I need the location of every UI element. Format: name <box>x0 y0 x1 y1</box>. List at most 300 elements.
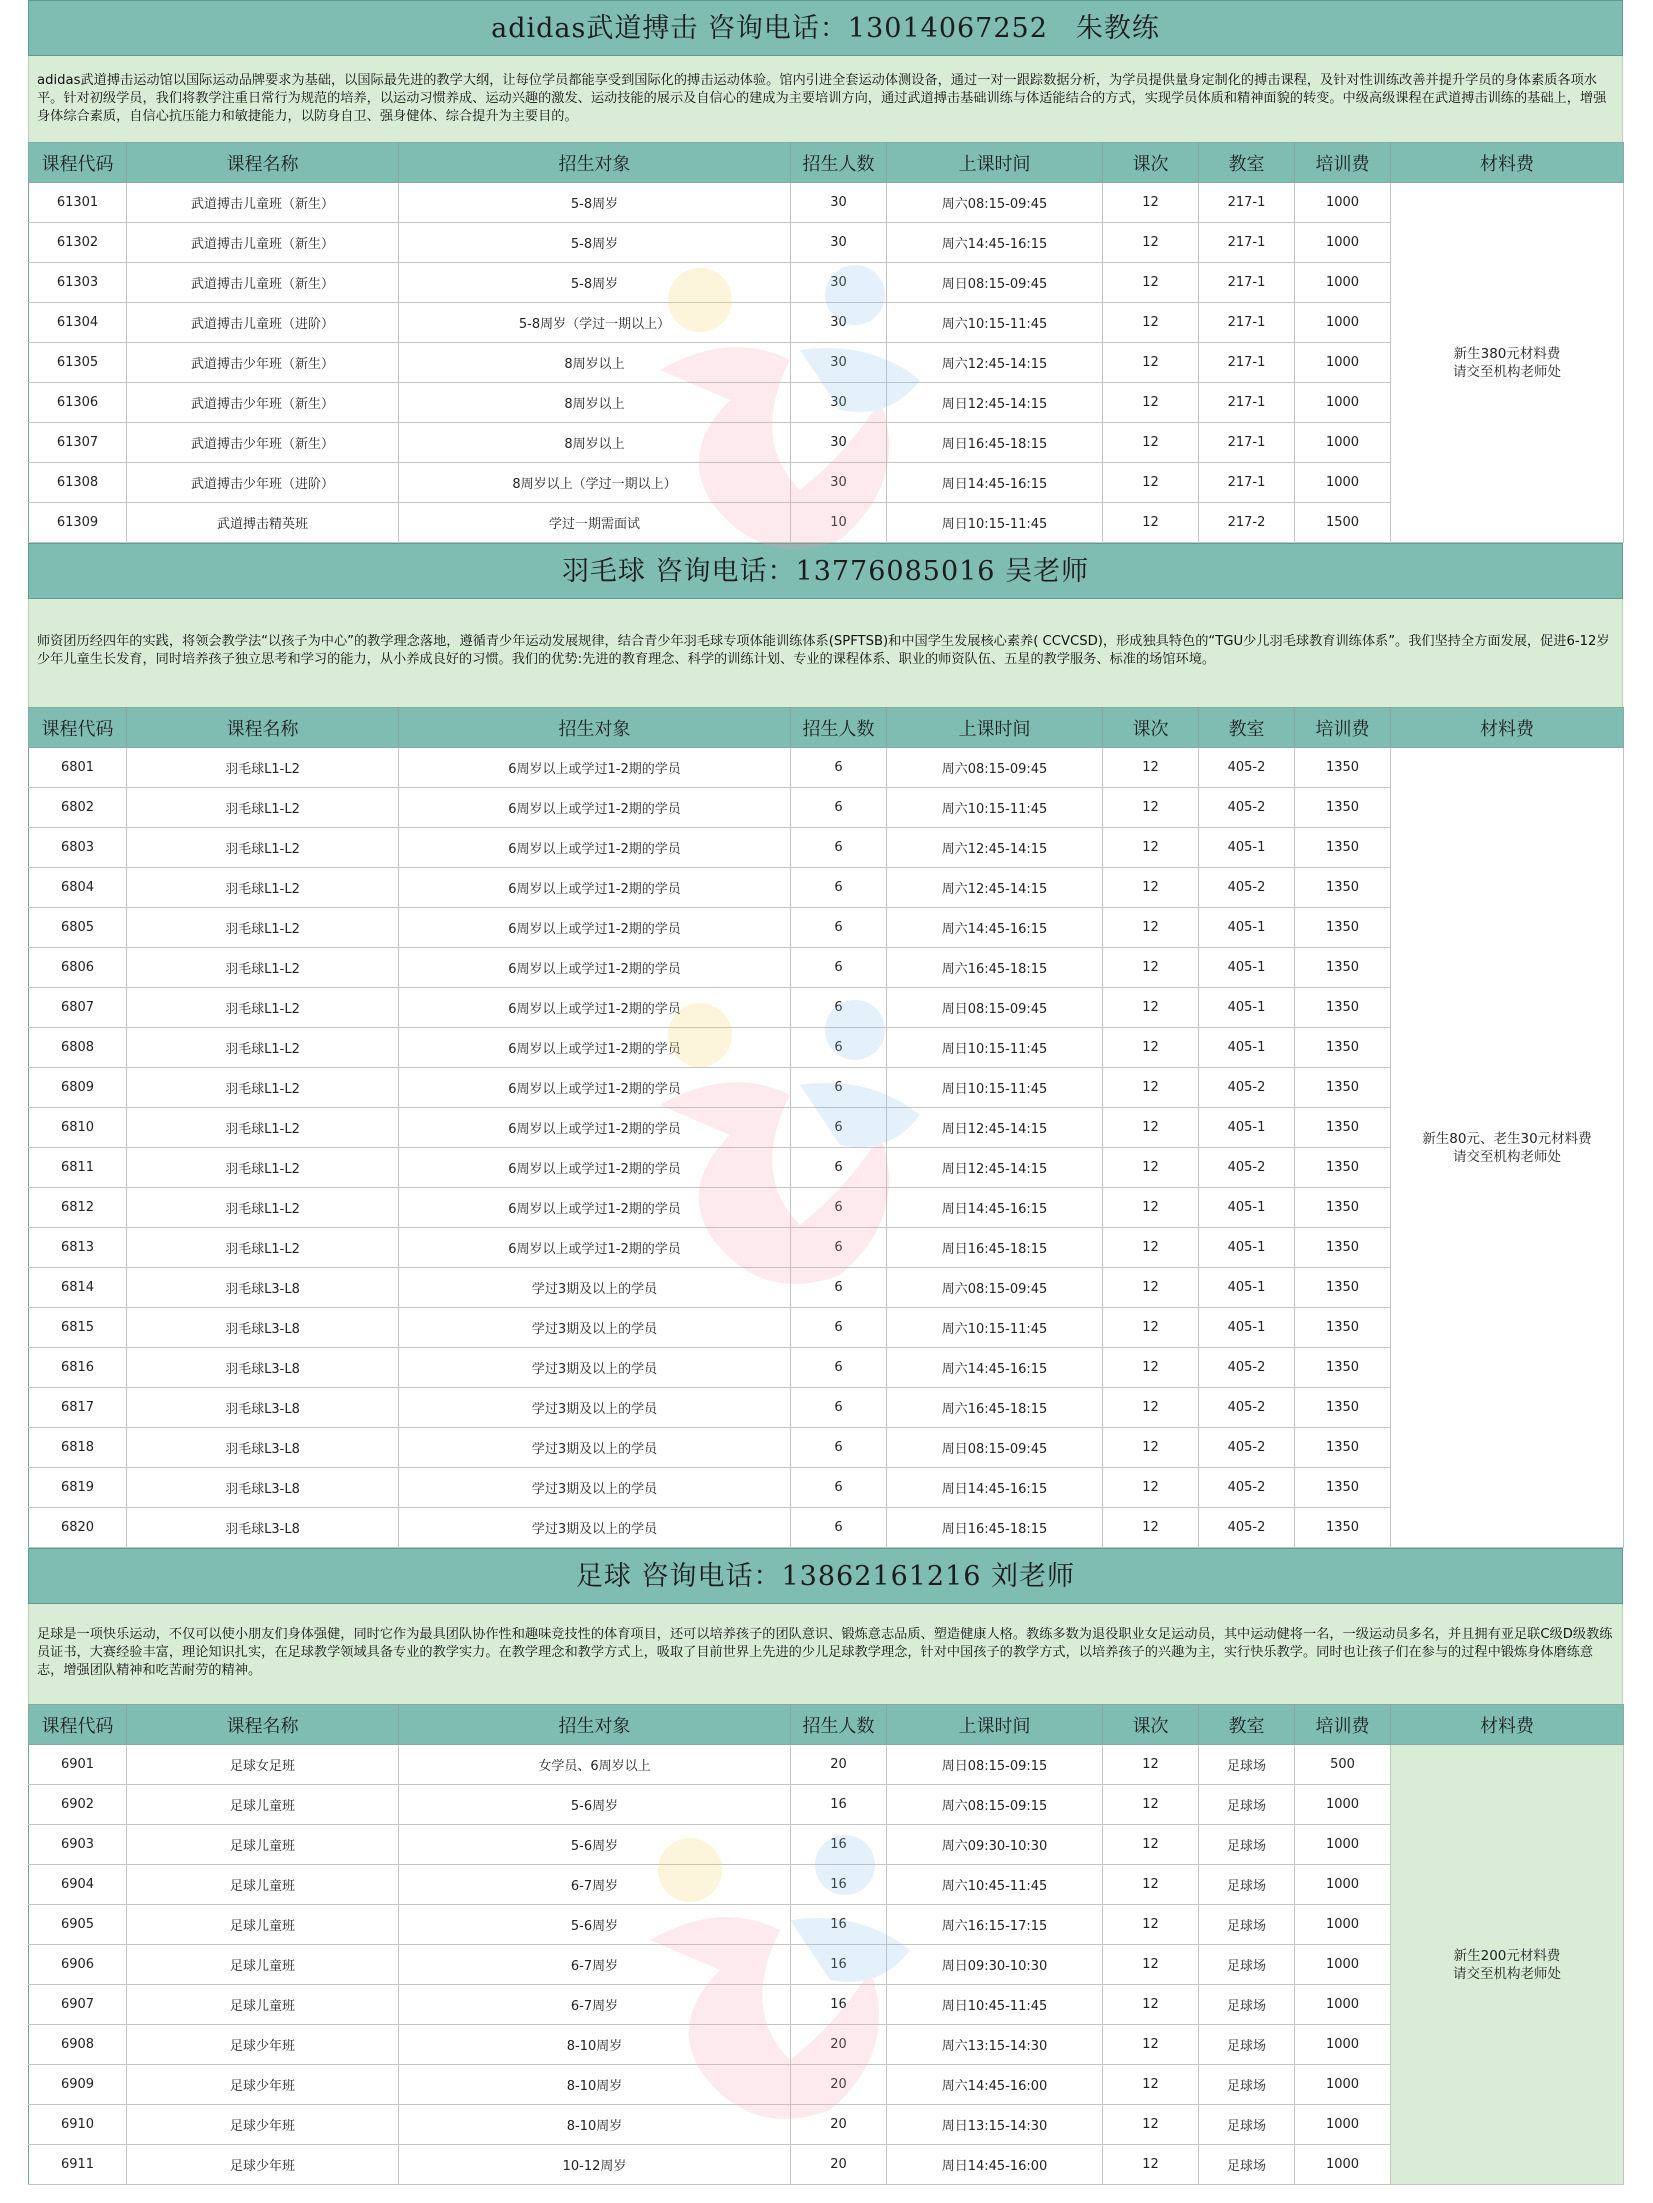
section-title: 羽毛球 咨询电话：13776085016 吴老师 <box>28 543 1623 599</box>
cell-course-code: 6814 <box>29 1268 127 1308</box>
cell-course-name: 武道搏击儿童班（新生） <box>127 223 399 263</box>
table-row <box>29 2145 1624 2185</box>
cell-classroom: 405-1 <box>1199 1188 1295 1228</box>
table-row <box>29 423 1624 463</box>
course-table <box>28 707 1624 1548</box>
cell-capacity: 16 <box>791 1985 887 2025</box>
cell-tuition: 1350 <box>1295 1468 1391 1508</box>
column-header-material-fee: 材料费 <box>1391 1705 1624 1745</box>
column-header-course-name: 课程名称 <box>127 1705 399 1745</box>
cell-class-time: 周六14:45-16:15 <box>887 223 1103 263</box>
cell-classroom: 足球场 <box>1199 1825 1295 1865</box>
cell-course-name: 羽毛球L1-L2 <box>127 1108 399 1148</box>
cell-capacity: 6 <box>791 948 887 988</box>
cell-sessions: 12 <box>1103 748 1199 788</box>
cell-material-fee: 新生200元材料费 请交至机构老师处 <box>1391 1745 1624 2185</box>
cell-course-code: 6808 <box>29 1028 127 1068</box>
cell-tuition: 1350 <box>1295 908 1391 948</box>
cell-course-name: 羽毛球L1-L2 <box>127 908 399 948</box>
cell-target-students: 6-7周岁 <box>399 1985 791 2025</box>
cell-tuition: 1350 <box>1295 1428 1391 1468</box>
cell-course-name: 足球女足班 <box>127 1745 399 1785</box>
cell-tuition: 1350 <box>1295 1188 1391 1228</box>
cell-sessions: 12 <box>1103 1348 1199 1388</box>
column-header-class-time: 上课时间 <box>887 1705 1103 1745</box>
cell-tuition: 1000 <box>1295 463 1391 503</box>
column-header-sessions: 课次 <box>1103 143 1199 183</box>
cell-classroom: 405-2 <box>1199 788 1295 828</box>
cell-target-students: 6周岁以上或学过1-2期的学员 <box>399 788 791 828</box>
cell-capacity: 20 <box>791 2025 887 2065</box>
cell-target-students: 学过3期及以上的学员 <box>399 1428 791 1468</box>
table-row <box>29 263 1624 303</box>
cell-capacity: 6 <box>791 908 887 948</box>
cell-classroom: 足球场 <box>1199 2025 1295 2065</box>
cell-course-name: 羽毛球L3-L8 <box>127 1268 399 1308</box>
column-header-tuition: 培训费 <box>1295 1705 1391 1745</box>
cell-tuition: 500 <box>1295 1745 1391 1785</box>
cell-course-name: 羽毛球L1-L2 <box>127 988 399 1028</box>
table-row <box>29 503 1624 543</box>
cell-course-code: 6818 <box>29 1428 127 1468</box>
section-description: adidas武道搏击运动馆以国际运动品牌要求为基础，以国际最先进的教学大纲，让每位学员都能享受到国际化的搏击运动体验。馆内引进全套运动体测设备，通过一对一跟踪数据分析，为学员提供量身定制化的搏击课程，及针对性训练改善并提升学员的身体素质各项水平。针对初级学员，我们将教学注重日常行为规范的培养，以运动习惯养成、运动兴趣的激发、运动技能的展示及自信心的建成为主要培训方向，通过武道搏击基础训练与体适能结合的方式，实现学员体质和精神面貌的转变。中级高级课程在武道搏击训练的基础上，增强身体综合素质，自信心抗压能力和敏捷能力，以防身自卫、强身健体、综合提升为主要目的。 <box>28 56 1623 142</box>
cell-tuition: 1500 <box>1295 503 1391 543</box>
cell-sessions: 12 <box>1103 828 1199 868</box>
cell-tuition: 1000 <box>1295 343 1391 383</box>
cell-tuition: 1350 <box>1295 1308 1391 1348</box>
cell-course-code: 61306 <box>29 383 127 423</box>
cell-sessions: 12 <box>1103 1905 1199 1945</box>
cell-class-time: 周日08:15-09:45 <box>887 1428 1103 1468</box>
cell-classroom: 217-2 <box>1199 503 1295 543</box>
cell-capacity: 6 <box>791 1468 887 1508</box>
cell-capacity: 6 <box>791 1108 887 1148</box>
cell-class-time: 周日16:45-18:15 <box>887 1228 1103 1268</box>
cell-capacity: 6 <box>791 1188 887 1228</box>
cell-target-students: 学过3期及以上的学员 <box>399 1468 791 1508</box>
cell-course-code: 6811 <box>29 1148 127 1188</box>
table-row <box>29 223 1624 263</box>
cell-classroom: 405-1 <box>1199 828 1295 868</box>
table-row <box>29 1428 1624 1468</box>
column-header-classroom: 教室 <box>1199 143 1295 183</box>
header-row <box>29 1705 1624 1745</box>
cell-tuition: 1350 <box>1295 988 1391 1028</box>
cell-class-time: 周六08:15-09:45 <box>887 183 1103 223</box>
column-header-capacity: 招生人数 <box>791 708 887 748</box>
cell-class-time: 周六13:15-14:30 <box>887 2025 1103 2065</box>
table-row <box>29 343 1624 383</box>
cell-class-time: 周六16:15-17:15 <box>887 1905 1103 1945</box>
table-row <box>29 1785 1624 1825</box>
cell-course-code: 6816 <box>29 1348 127 1388</box>
cell-sessions: 12 <box>1103 1428 1199 1468</box>
section-description: 师资团历经四年的实践，将领会教学法“以孩子为中心”的教学理念落地，遵循青少年运动发展规律，结合青少年羽毛球专项体能训练体系(SPFTSB)和中国学生发展核心素养( CCVCSD)，形成独具特色的“TGU少儿羽毛球教育训练体系”。我们坚持全方面发展，促进6-12岁少年儿童生长发育，同时培养孩子独立思考和学习的能力，从小养成良好的习惯。我们的优势:先进的教育理念、科学的训练计划、专业的课程体系、职业的师资队伍、五星的教学服务、标准的场馆环境。 <box>28 599 1623 707</box>
cell-sessions: 12 <box>1103 2025 1199 2065</box>
cell-target-students: 6周岁以上或学过1-2期的学员 <box>399 868 791 908</box>
cell-sessions: 12 <box>1103 1865 1199 1905</box>
cell-classroom: 405-2 <box>1199 1428 1295 1468</box>
cell-course-code: 61307 <box>29 423 127 463</box>
cell-capacity: 6 <box>791 1028 887 1068</box>
cell-capacity: 20 <box>791 2145 887 2185</box>
cell-course-name: 羽毛球L1-L2 <box>127 828 399 868</box>
section-description: 足球是一项快乐运动，不仅可以使小朋友们身体强健，同时它作为最具团队协作性和趣味竞技性的体育项目，还可以培养孩子的团队意识、锻炼意志品质、塑造健康人格。教练多数为退役职业女足运动员，其中运动健将一名，一级运动员多名，并且拥有亚足联C级D级教练员证书，大赛经验丰富，理论知识扎实，在足球教学领域具备专业的教学实力。在教学理念和教学方式上，吸取了目前世界上先进的少儿足球教学理念，针对中国孩子的教学方式，以培养孩子的兴趣为主，实行快乐教学。同时也让孩子们在参与的过程中锻炼身体磨练意志，增强团队精神和吃苦耐劳的精神。 <box>28 1604 1623 1704</box>
cell-sessions: 12 <box>1103 868 1199 908</box>
table-row <box>29 1348 1624 1388</box>
cell-course-code: 6819 <box>29 1468 127 1508</box>
cell-class-time: 周六12:45-14:15 <box>887 868 1103 908</box>
table-row <box>29 748 1624 788</box>
cell-tuition: 1000 <box>1295 183 1391 223</box>
cell-class-time: 周日14:45-16:00 <box>887 2145 1103 2185</box>
cell-course-code: 6804 <box>29 868 127 908</box>
cell-sessions: 12 <box>1103 343 1199 383</box>
cell-class-time: 周日14:45-16:15 <box>887 1468 1103 1508</box>
cell-course-name: 羽毛球L3-L8 <box>127 1308 399 1348</box>
cell-course-code: 6807 <box>29 988 127 1028</box>
cell-sessions: 12 <box>1103 463 1199 503</box>
cell-classroom: 405-2 <box>1199 1068 1295 1108</box>
cell-tuition: 1350 <box>1295 1508 1391 1548</box>
cell-sessions: 12 <box>1103 948 1199 988</box>
cell-tuition: 1350 <box>1295 788 1391 828</box>
cell-class-time: 周六08:15-09:45 <box>887 1268 1103 1308</box>
table-row <box>29 1028 1624 1068</box>
cell-course-code: 6908 <box>29 2025 127 2065</box>
cell-sessions: 12 <box>1103 988 1199 1028</box>
cell-tuition: 1000 <box>1295 2145 1391 2185</box>
cell-course-code: 61303 <box>29 263 127 303</box>
cell-sessions: 12 <box>1103 2105 1199 2145</box>
cell-class-time: 周六10:15-11:45 <box>887 788 1103 828</box>
cell-sessions: 12 <box>1103 2145 1199 2185</box>
column-header-target-students: 招生对象 <box>399 708 791 748</box>
cell-tuition: 1000 <box>1295 1945 1391 1985</box>
table-row <box>29 1985 1624 2025</box>
table-row <box>29 1905 1624 1945</box>
cell-class-time: 周六14:45-16:15 <box>887 1348 1103 1388</box>
cell-capacity: 16 <box>791 1785 887 1825</box>
course-schedule-page <box>28 0 1623 2185</box>
cell-classroom: 405-1 <box>1199 988 1295 1028</box>
cell-course-name: 羽毛球L1-L2 <box>127 748 399 788</box>
cell-sessions: 12 <box>1103 1745 1199 1785</box>
cell-capacity: 10 <box>791 503 887 543</box>
cell-class-time: 周日10:45-11:45 <box>887 1985 1103 2025</box>
column-header-course-name: 课程名称 <box>127 708 399 748</box>
cell-target-students: 6周岁以上或学过1-2期的学员 <box>399 828 791 868</box>
cell-classroom: 217-1 <box>1199 183 1295 223</box>
cell-target-students: 6周岁以上或学过1-2期的学员 <box>399 988 791 1028</box>
section-title: 足球 咨询电话：13862161216 刘老师 <box>28 1548 1623 1604</box>
cell-class-time: 周六16:45-18:15 <box>887 1388 1103 1428</box>
table-row <box>29 1268 1624 1308</box>
column-header-class-time: 上课时间 <box>887 708 1103 748</box>
column-header-tuition: 培训费 <box>1295 708 1391 748</box>
cell-classroom: 217-1 <box>1199 383 1295 423</box>
cell-class-time: 周日10:15-11:45 <box>887 1068 1103 1108</box>
cell-classroom: 217-1 <box>1199 343 1295 383</box>
cell-course-code: 6902 <box>29 1785 127 1825</box>
cell-tuition: 1000 <box>1295 2025 1391 2065</box>
table-row <box>29 1068 1624 1108</box>
cell-tuition: 1350 <box>1295 948 1391 988</box>
cell-sessions: 12 <box>1103 1268 1199 1308</box>
column-header-tuition: 培训费 <box>1295 143 1391 183</box>
table-row <box>29 2105 1624 2145</box>
cell-target-students: 学过3期及以上的学员 <box>399 1508 791 1548</box>
cell-capacity: 30 <box>791 183 887 223</box>
column-header-course-code: 课程代码 <box>29 143 127 183</box>
cell-sessions: 12 <box>1103 1388 1199 1428</box>
cell-target-students: 8-10周岁 <box>399 2065 791 2105</box>
cell-sessions: 12 <box>1103 1188 1199 1228</box>
cell-sessions: 12 <box>1103 1308 1199 1348</box>
column-header-course-code: 课程代码 <box>29 708 127 748</box>
table-row <box>29 2065 1624 2105</box>
cell-class-time: 周日08:15-09:15 <box>887 1745 1103 1785</box>
cell-class-time: 周日13:15-14:30 <box>887 2105 1103 2145</box>
cell-sessions: 12 <box>1103 1785 1199 1825</box>
cell-class-time: 周六16:45-18:15 <box>887 948 1103 988</box>
cell-course-code: 6901 <box>29 1745 127 1785</box>
cell-course-code: 6909 <box>29 2065 127 2105</box>
table-row <box>29 908 1624 948</box>
cell-class-time: 周六10:15-11:45 <box>887 303 1103 343</box>
cell-target-students: 5-8周岁 <box>399 183 791 223</box>
cell-course-name: 羽毛球L1-L2 <box>127 868 399 908</box>
cell-class-time: 周日08:15-09:45 <box>887 263 1103 303</box>
cell-classroom: 405-1 <box>1199 1028 1295 1068</box>
cell-capacity: 6 <box>791 1428 887 1468</box>
section-badminton <box>28 543 1623 1548</box>
cell-capacity: 6 <box>791 868 887 908</box>
cell-target-students: 6周岁以上或学过1-2期的学员 <box>399 908 791 948</box>
header-row <box>29 143 1624 183</box>
cell-tuition: 1350 <box>1295 1148 1391 1188</box>
cell-class-time: 周日12:45-14:15 <box>887 1148 1103 1188</box>
cell-course-name: 足球少年班 <box>127 2105 399 2145</box>
table-row <box>29 1508 1624 1548</box>
cell-capacity: 6 <box>791 788 887 828</box>
cell-capacity: 30 <box>791 263 887 303</box>
cell-sessions: 12 <box>1103 788 1199 828</box>
cell-sessions: 12 <box>1103 1028 1199 1068</box>
cell-class-time: 周日16:45-18:15 <box>887 423 1103 463</box>
cell-sessions: 12 <box>1103 383 1199 423</box>
table-row <box>29 183 1624 223</box>
cell-class-time: 周日08:15-09:45 <box>887 988 1103 1028</box>
cell-tuition: 1000 <box>1295 1985 1391 2025</box>
cell-course-code: 6906 <box>29 1945 127 1985</box>
cell-capacity: 20 <box>791 2065 887 2105</box>
cell-target-students: 8周岁以上 <box>399 383 791 423</box>
table-row <box>29 868 1624 908</box>
cell-classroom: 足球场 <box>1199 2105 1295 2145</box>
cell-tuition: 1350 <box>1295 868 1391 908</box>
cell-class-time: 周日16:45-18:15 <box>887 1508 1103 1548</box>
cell-course-name: 武道搏击儿童班（新生） <box>127 183 399 223</box>
cell-course-name: 武道搏击少年班（新生） <box>127 423 399 463</box>
cell-course-name: 武道搏击儿童班（进阶） <box>127 303 399 343</box>
cell-tuition: 1350 <box>1295 1348 1391 1388</box>
cell-capacity: 30 <box>791 223 887 263</box>
cell-target-students: 学过一期需面试 <box>399 503 791 543</box>
cell-tuition: 1350 <box>1295 1228 1391 1268</box>
cell-capacity: 6 <box>791 1228 887 1268</box>
table-row <box>29 1188 1624 1228</box>
table-row <box>29 383 1624 423</box>
cell-sessions: 12 <box>1103 2065 1199 2105</box>
column-header-sessions: 课次 <box>1103 1705 1199 1745</box>
column-header-capacity: 招生人数 <box>791 1705 887 1745</box>
cell-target-students: 学过3期及以上的学员 <box>399 1268 791 1308</box>
cell-course-code: 6813 <box>29 1228 127 1268</box>
cell-target-students: 5-6周岁 <box>399 1905 791 1945</box>
cell-capacity: 30 <box>791 463 887 503</box>
cell-sessions: 12 <box>1103 263 1199 303</box>
cell-capacity: 6 <box>791 1068 887 1108</box>
cell-course-name: 羽毛球L1-L2 <box>127 788 399 828</box>
section-soccer <box>28 1548 1623 2185</box>
cell-material-fee: 新生380元材料费 请交至机构老师处 <box>1391 183 1624 543</box>
cell-course-code: 6812 <box>29 1188 127 1228</box>
cell-sessions: 12 <box>1103 1508 1199 1548</box>
cell-course-name: 羽毛球L3-L8 <box>127 1348 399 1388</box>
cell-target-students: 6周岁以上或学过1-2期的学员 <box>399 1188 791 1228</box>
cell-course-name: 羽毛球L1-L2 <box>127 1068 399 1108</box>
cell-tuition: 1000 <box>1295 2065 1391 2105</box>
cell-course-name: 羽毛球L1-L2 <box>127 948 399 988</box>
cell-tuition: 1350 <box>1295 748 1391 788</box>
column-header-classroom: 教室 <box>1199 1705 1295 1745</box>
cell-course-code: 6815 <box>29 1308 127 1348</box>
cell-tuition: 1350 <box>1295 1388 1391 1428</box>
cell-capacity: 20 <box>791 2105 887 2145</box>
cell-tuition: 1000 <box>1295 1865 1391 1905</box>
column-header-classroom: 教室 <box>1199 708 1295 748</box>
cell-course-name: 武道搏击精英班 <box>127 503 399 543</box>
cell-capacity: 16 <box>791 1905 887 1945</box>
cell-capacity: 16 <box>791 1825 887 1865</box>
cell-course-code: 6903 <box>29 1825 127 1865</box>
cell-sessions: 12 <box>1103 1468 1199 1508</box>
cell-class-time: 周日09:30-10:30 <box>887 1945 1103 1985</box>
cell-capacity: 6 <box>791 748 887 788</box>
cell-course-code: 6911 <box>29 2145 127 2185</box>
table-row <box>29 1308 1624 1348</box>
cell-class-time: 周日14:45-16:15 <box>887 1188 1103 1228</box>
cell-course-name: 足球儿童班 <box>127 1905 399 1945</box>
cell-capacity: 6 <box>791 1508 887 1548</box>
cell-class-time: 周日10:15-11:45 <box>887 503 1103 543</box>
cell-capacity: 30 <box>791 383 887 423</box>
cell-course-code: 6805 <box>29 908 127 948</box>
cell-course-code: 61301 <box>29 183 127 223</box>
cell-course-name: 足球儿童班 <box>127 1825 399 1865</box>
column-header-course-name: 课程名称 <box>127 143 399 183</box>
cell-tuition: 1350 <box>1295 1028 1391 1068</box>
table-row <box>29 1745 1624 1785</box>
cell-capacity: 16 <box>791 1865 887 1905</box>
cell-capacity: 6 <box>791 1348 887 1388</box>
cell-course-code: 6809 <box>29 1068 127 1108</box>
cell-target-students: 5-8周岁 <box>399 263 791 303</box>
cell-target-students: 女学员、6周岁以上 <box>399 1745 791 1785</box>
cell-capacity: 30 <box>791 343 887 383</box>
cell-classroom: 足球场 <box>1199 1945 1295 1985</box>
cell-tuition: 1000 <box>1295 423 1391 463</box>
cell-tuition: 1000 <box>1295 1785 1391 1825</box>
section-martial-arts <box>28 0 1623 543</box>
cell-sessions: 12 <box>1103 503 1199 543</box>
column-header-class-time: 上课时间 <box>887 143 1103 183</box>
table-row <box>29 2025 1624 2065</box>
cell-target-students: 6周岁以上或学过1-2期的学员 <box>399 1028 791 1068</box>
cell-capacity: 6 <box>791 988 887 1028</box>
cell-capacity: 30 <box>791 303 887 343</box>
course-table <box>28 142 1624 543</box>
cell-course-code: 6905 <box>29 1905 127 1945</box>
cell-target-students: 6周岁以上或学过1-2期的学员 <box>399 748 791 788</box>
cell-course-code: 6904 <box>29 1865 127 1905</box>
table-row <box>29 828 1624 868</box>
column-header-target-students: 招生对象 <box>399 143 791 183</box>
cell-sessions: 12 <box>1103 1108 1199 1148</box>
cell-course-code: 6806 <box>29 948 127 988</box>
cell-classroom: 217-1 <box>1199 303 1295 343</box>
table-row <box>29 1468 1624 1508</box>
cell-tuition: 1000 <box>1295 2105 1391 2145</box>
cell-classroom: 217-1 <box>1199 463 1295 503</box>
cell-target-students: 6周岁以上或学过1-2期的学员 <box>399 1068 791 1108</box>
table-row <box>29 948 1624 988</box>
cell-classroom: 足球场 <box>1199 1985 1295 2025</box>
cell-course-name: 羽毛球L1-L2 <box>127 1028 399 1068</box>
cell-course-code: 6910 <box>29 2105 127 2145</box>
cell-target-students: 学过3期及以上的学员 <box>399 1348 791 1388</box>
cell-tuition: 1000 <box>1295 383 1391 423</box>
section-title: adidas武道搏击 咨询电话：13014067252 朱教练 <box>28 0 1623 56</box>
cell-class-time: 周日12:45-14:15 <box>887 1108 1103 1148</box>
cell-target-students: 8周岁以上（学过一期以上） <box>399 463 791 503</box>
cell-capacity: 6 <box>791 1388 887 1428</box>
cell-classroom: 405-1 <box>1199 1308 1295 1348</box>
cell-course-name: 武道搏击少年班（新生） <box>127 383 399 423</box>
cell-class-time: 周日12:45-14:15 <box>887 383 1103 423</box>
cell-course-code: 6803 <box>29 828 127 868</box>
cell-classroom: 405-2 <box>1199 868 1295 908</box>
cell-target-students: 5-8周岁 <box>399 223 791 263</box>
cell-course-name: 羽毛球L3-L8 <box>127 1428 399 1468</box>
table-row <box>29 1388 1624 1428</box>
cell-class-time: 周六09:30-10:30 <box>887 1825 1103 1865</box>
column-header-material-fee: 材料费 <box>1391 708 1624 748</box>
table-row <box>29 1148 1624 1188</box>
cell-course-name: 武道搏击少年班（新生） <box>127 343 399 383</box>
cell-sessions: 12 <box>1103 1945 1199 1985</box>
cell-course-code: 61308 <box>29 463 127 503</box>
cell-sessions: 12 <box>1103 1228 1199 1268</box>
cell-course-code: 61302 <box>29 223 127 263</box>
cell-target-students: 学过3期及以上的学员 <box>399 1388 791 1428</box>
cell-class-time: 周六10:45-11:45 <box>887 1865 1103 1905</box>
cell-capacity: 6 <box>791 1308 887 1348</box>
cell-material-fee: 新生80元、老生30元材料费 请交至机构老师处 <box>1391 748 1624 1548</box>
cell-course-name: 足球儿童班 <box>127 1985 399 2025</box>
cell-tuition: 1350 <box>1295 1068 1391 1108</box>
